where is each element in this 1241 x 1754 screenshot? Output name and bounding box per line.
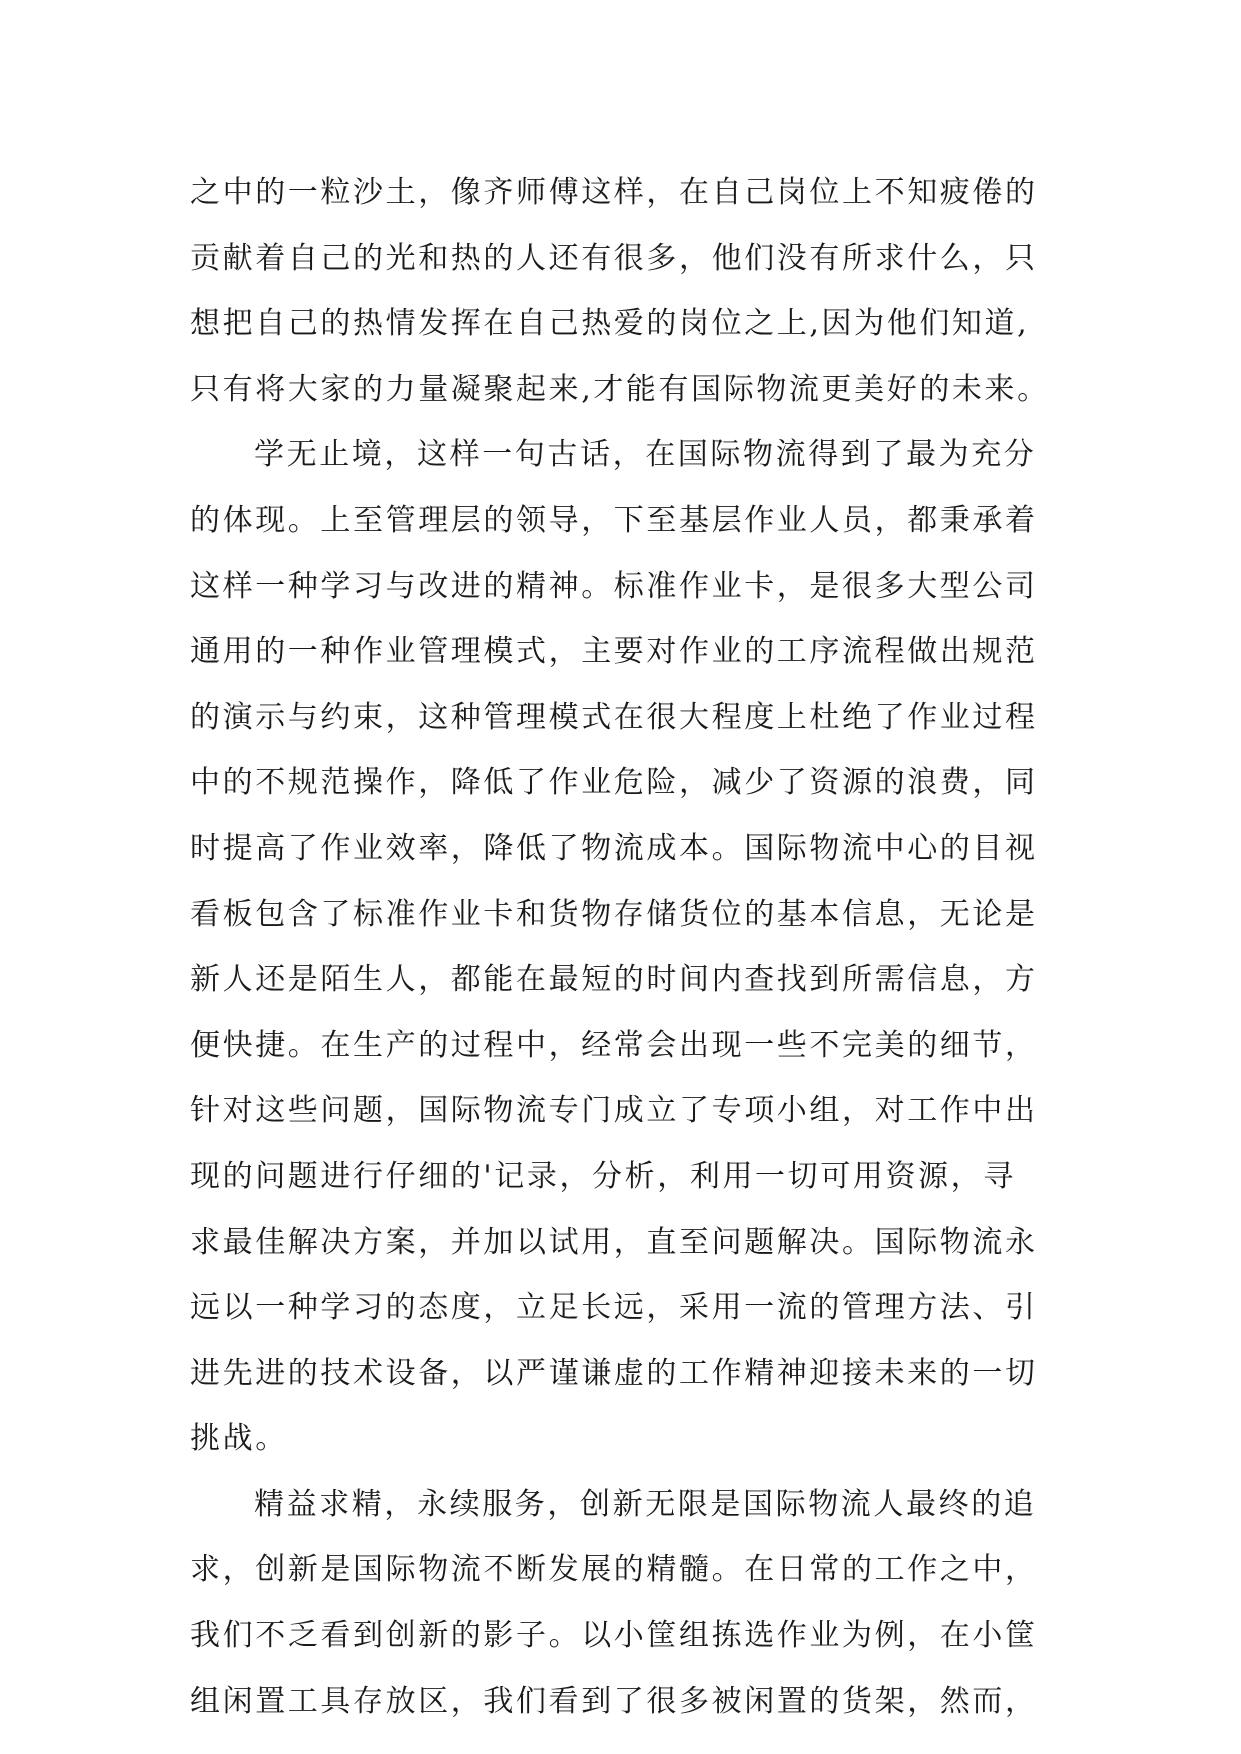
text-line: 组闲置工具存放区，我们看到了很多被闲置的货架，然而， <box>190 1683 1038 1719</box>
text-line: 学无止境，这样一句古话，在国际物流得到了最为充分 <box>254 437 1037 473</box>
text-line: 想把自己的热情发挥在自己热爱的岗位之上,因为他们知道, <box>190 306 1030 342</box>
text-line: 贡献着自己的光和热的人还有很多，他们没有所求什么，只 <box>190 240 1038 276</box>
text-line: 精益求精，永续服务，创新无限是国际物流人最终的追 <box>254 1486 1037 1522</box>
text-line: 中的不规范操作，降低了作业危险，减少了资源的浪费，同 <box>190 765 1038 801</box>
text-line: 新人还是陌生人，都能在最短的时间内查找到所需信息，方 <box>190 962 1038 998</box>
text-line: 之中的一粒沙土，像齐师傅这样，在自己岗位上不知疲倦的 <box>190 175 1038 210</box>
text-line: 时提高了作业效率，降低了物流成本。国际物流中心的目视 <box>190 830 1038 866</box>
paragraph-3 <box>190 1472 1090 1734</box>
text-line: 针对这些问题，国际物流专门成立了专项小组，对工作中出 <box>190 1093 1038 1129</box>
text-line: 通用的一种作业管理模式，主要对作业的工序流程做出规范 <box>190 634 1038 670</box>
text-line: 只有将大家的力量凝聚起来,才能有国际物流更美好的未来。 <box>190 371 1050 407</box>
text-line: 进先进的技术设备，以严谨谦虚的工作精神迎接未来的一切 <box>190 1355 1038 1391</box>
text-line: 的演示与约束，这种管理模式在很大程度上杜绝了作业过程 <box>190 699 1038 735</box>
text-line: 便快捷。在生产的过程中，经常会出现一些不完美的细节， <box>190 1027 1038 1063</box>
text-line: 看板包含了标准作业卡和货物存储货位的基本信息，无论是 <box>190 896 1038 932</box>
paragraph-1 <box>190 160 1090 422</box>
text-line: 求，创新是国际物流不断发展的精髓。在日常的工作之中， <box>190 1552 1038 1588</box>
text-line: 挑战。 <box>190 1421 288 1457</box>
text-line: 现的问题进行仔细的'记录，分析，利用一切可用资源，寻 <box>190 1158 1016 1194</box>
paragraph-2 <box>190 422 1090 1472</box>
body-text <box>190 160 1090 1734</box>
text-line: 远以一种学习的态度，立足长远，采用一流的管理方法、引 <box>190 1290 1038 1326</box>
text-line: 我们不乏看到创新的影子。以小筐组拣选作业为例，在小筐 <box>190 1618 1038 1654</box>
text-line: 求最佳解决方案，并加以试用，直至问题解决。国际物流永 <box>190 1224 1038 1260</box>
text-line: 的体现。上至管理层的领导，下至基层作业人员，都秉承着 <box>190 502 1038 538</box>
text-line: 这样一种学习与改进的精神。标准作业卡，是很多大型公司 <box>190 568 1038 604</box>
